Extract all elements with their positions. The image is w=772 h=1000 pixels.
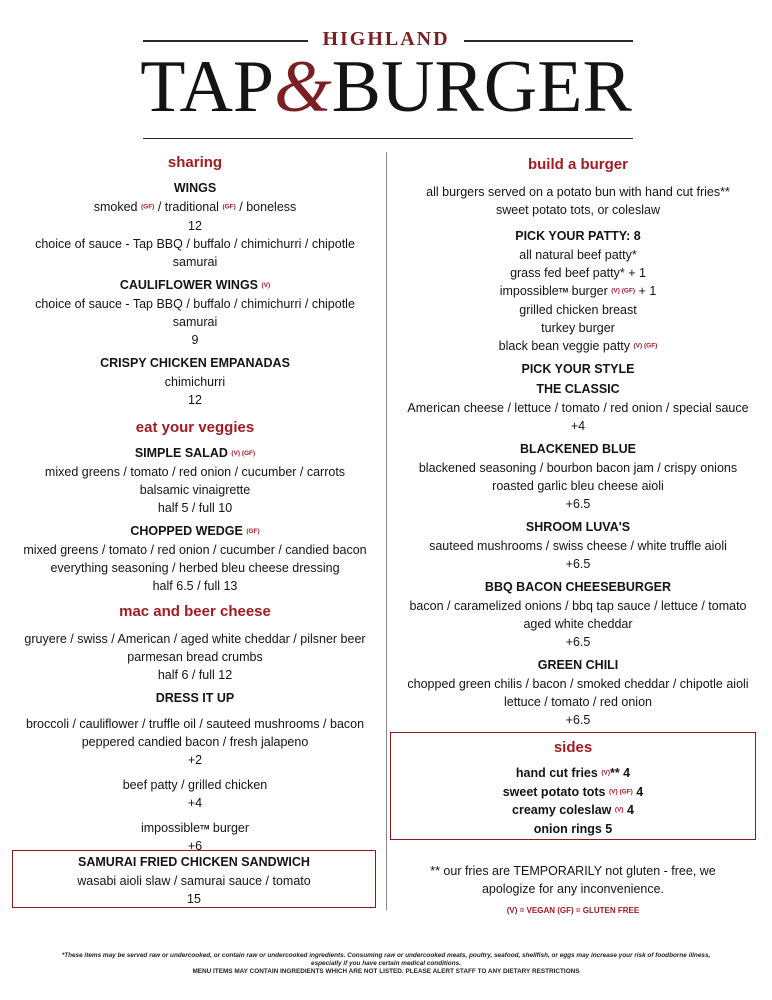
text: smoked: [93, 200, 138, 214]
green-desc: chopped green chilis / bacon / smoked cheddar / chipotle aioli: [407, 677, 749, 692]
blue-desc-2: roasted garlic bleu cheese aioli: [492, 479, 664, 494]
wings-sauce-2: samurai: [172, 254, 218, 269]
logo-ampersand: &: [274, 46, 332, 128]
gf-tag: (GF): [222, 203, 236, 211]
dress-price: +2: [187, 752, 203, 767]
side-onion-rings: onion rings 5: [533, 822, 613, 837]
patty-chicken: grilled chicken breast: [519, 302, 637, 317]
green-price: +6.5: [565, 713, 591, 728]
item-cauliflower-wings: [10, 278, 380, 292]
trademark: TM: [558, 287, 569, 295]
shroom-desc: sauteed mushrooms / swiss cheese / white truffle aioli: [429, 539, 727, 554]
wings-styles: [10, 198, 380, 217]
empanadas-price: 12: [188, 392, 202, 407]
simple-salad-dressing: balsamic vinaigrette: [139, 482, 251, 497]
gf-tag: (GF): [246, 527, 260, 535]
gf-tag: (GF): [140, 203, 155, 211]
diet-tag: (V) (GF): [633, 342, 658, 350]
mac-desc: gruyere / swiss / American / aged white cheddar / pilsner beer: [24, 631, 366, 646]
build-note-2: sweet potato tots, or coleslaw: [496, 203, 660, 217]
mac-crumbs: parmesan bread crumbs: [127, 649, 263, 664]
bbq-price: +6.5: [565, 635, 591, 650]
side-tots: [391, 783, 755, 802]
fries-note-line-1: ** our fries are TEMPORARILY not gluten - free, we: [430, 864, 716, 878]
dress-proteins: beef patty / grilled chicken: [122, 777, 268, 792]
diet-tag: (V) (GF): [231, 449, 256, 457]
mac-price: half 6 / full 12: [157, 667, 233, 682]
text: 4: [623, 803, 634, 818]
text: / traditional: [154, 200, 219, 214]
wedge-desc: mixed greens / tomato / red onion / cucumber / candied bacon: [23, 542, 367, 557]
dress-impossible: [10, 819, 380, 838]
section-title-mac: mac and beer cheese: [119, 602, 271, 620]
simple-salad-price: half 5 / full 10: [157, 500, 233, 515]
style-bbq-bacon: BBQ BACON CHEESEBURGER: [484, 580, 672, 595]
brand-highland: HIGHLAND: [322, 28, 450, 50]
patty-beef: all natural beef patty*: [519, 248, 637, 262]
footer-line-2: especially if you have certain medical conditions.: [311, 960, 461, 967]
bbq-desc-2: aged white cheddar: [523, 617, 633, 632]
samurai-price: 15: [187, 892, 201, 906]
text: burger: [209, 820, 250, 835]
side-fries: [391, 764, 755, 783]
vegan-tag: (V): [261, 281, 271, 289]
text: + 1: [635, 284, 657, 298]
wings-sauce: choice of sauce - Tap BBQ / buffalo / chimichurri / chipotle: [35, 236, 355, 251]
menu-header: [0, 0, 772, 150]
dress-toppings: broccoli / cauliflower / truffle oil / sauteed mushrooms / bacon: [25, 716, 365, 731]
item-samurai-sandwich: SAMURAI FRIED CHICKEN SANDWICH: [78, 855, 310, 869]
dress-proteins-price: +4: [187, 795, 203, 810]
vegan-tag: (V): [614, 807, 624, 815]
text: impossible: [499, 284, 559, 298]
footer-line-3: MENU ITEMS MAY CONTAIN INGREDIENTS WHICH ARE NOT LISTED. PLEASE ALERT STAFF TO ANY DIETARY RESTRICTIONS: [192, 968, 580, 975]
simple-salad-desc: mixed greens / tomato / red onion / cucumber / carrots: [44, 464, 346, 479]
section-title-sides: sides: [553, 739, 593, 756]
style-blackened-blue: BLACKENED BLUE: [520, 442, 636, 457]
text: CHOPPED WEDGE: [130, 523, 243, 538]
item-empanadas: CRISPY CHICKEN EMPANADAS: [100, 355, 290, 370]
brand-logo: [0, 46, 772, 128]
left-column: [10, 150, 380, 855]
cauliflower-sauce-2: samurai: [172, 314, 218, 329]
classic-price: +4: [570, 419, 586, 434]
text: ** 4: [609, 766, 631, 780]
patty-grass-fed: grass fed beef patty* + 1: [510, 266, 646, 280]
wedge-dressing: everything seasoning / herbed bleu cheese dressing: [50, 560, 340, 575]
fries-note-line-2: apologize for any inconvenience.: [481, 882, 665, 896]
item-chopped-wedge: [10, 524, 380, 538]
header-rule-left: [143, 40, 308, 42]
footer-disclaimer: [0, 952, 772, 976]
section-title-sharing: sharing: [167, 154, 223, 171]
logo-burger: BURGER: [331, 46, 632, 128]
text: hand cut fries: [515, 766, 598, 780]
item-wings: WINGS: [173, 181, 217, 195]
item-simple-salad: [10, 446, 380, 460]
patty-black-bean: [392, 337, 764, 356]
text: sweet potato tots: [502, 784, 606, 799]
dress-it-up-title: DRESS IT UP: [155, 690, 235, 705]
patty-impossible: [392, 282, 764, 301]
shroom-price: +6.5: [565, 557, 591, 572]
text: SIMPLE SALAD: [134, 445, 228, 460]
wings-price: 12: [188, 218, 202, 233]
text: impossible: [140, 820, 201, 835]
trademark: TM: [200, 824, 210, 832]
blue-desc: blackened seasoning / bourbon bacon jam / crispy onions: [418, 461, 738, 476]
section-title-veggies: eat your veggies: [135, 418, 255, 436]
classic-desc: American cheese / lettuce / tomato / red onion / special sauce: [407, 401, 749, 416]
right-column: [392, 150, 764, 729]
sides-box: [390, 732, 756, 840]
text: black bean veggie patty: [498, 338, 631, 353]
logo-tap: TAP: [140, 46, 275, 128]
diet-tag: (V) (GF): [611, 287, 636, 295]
column-divider: [386, 152, 387, 910]
diet-tag: (V) (GF): [609, 788, 633, 796]
footer-line-1: *These items may be served raw or undercooked, or contain raw or undercooked ingredients. Consuming raw or undercooked meats, poultry, seafood, shellfish, or eggs may increase your risk of foodborne illness,: [61, 952, 711, 959]
dress-impossible-price: +6: [187, 839, 203, 854]
green-desc-2: lettuce / tomato / red onion: [503, 695, 652, 710]
bbq-desc: bacon / caramelized onions / bbq tap sauce / lettuce / tomato: [409, 599, 747, 614]
header-rule-bottom: [143, 138, 633, 139]
blue-price: +6.5: [565, 497, 591, 512]
pick-style-title: PICK YOUR STYLE: [521, 362, 635, 377]
text: 4: [632, 784, 644, 799]
cauliflower-price: 9: [191, 332, 199, 347]
style-classic: THE CLASSIC: [536, 382, 620, 397]
samurai-sandwich-box: [12, 850, 376, 908]
patty-turkey: turkey burger: [541, 320, 615, 335]
style-shroom: SHROOM LUVA'S: [525, 520, 631, 535]
wedge-price: half 6.5 / full 13: [152, 578, 238, 593]
style-green-chili: GREEN CHILI: [537, 658, 619, 673]
build-note: all burgers served on a potato bun with hand cut fries**: [426, 185, 730, 199]
pick-patty-title: PICK YOUR PATTY: 8: [515, 229, 641, 243]
cauliflower-sauce: choice of sauce - Tap BBQ / buffalo / chimichurri / chipotle: [35, 296, 355, 311]
empanadas-desc: chimichurri: [164, 374, 226, 389]
text: / boneless: [235, 200, 297, 214]
dress-toppings-2: peppered candied bacon / fresh jalapeno: [81, 734, 309, 749]
side-coleslaw: [391, 801, 755, 820]
diet-legend: (V) = VEGAN (GF) = GLUTEN FREE: [506, 906, 640, 915]
fries-gluten-note: [400, 862, 746, 898]
section-title-build: build a burger: [527, 156, 628, 173]
header-rule-right: [464, 40, 633, 42]
text: burger: [568, 284, 608, 298]
text: CAULIFLOWER WINGS: [119, 277, 259, 292]
text: creamy coleslaw: [512, 803, 612, 818]
vegan-tag: (V): [601, 769, 610, 777]
samurai-desc: wasabi aioli slaw / samurai sauce / tomato: [77, 874, 311, 888]
